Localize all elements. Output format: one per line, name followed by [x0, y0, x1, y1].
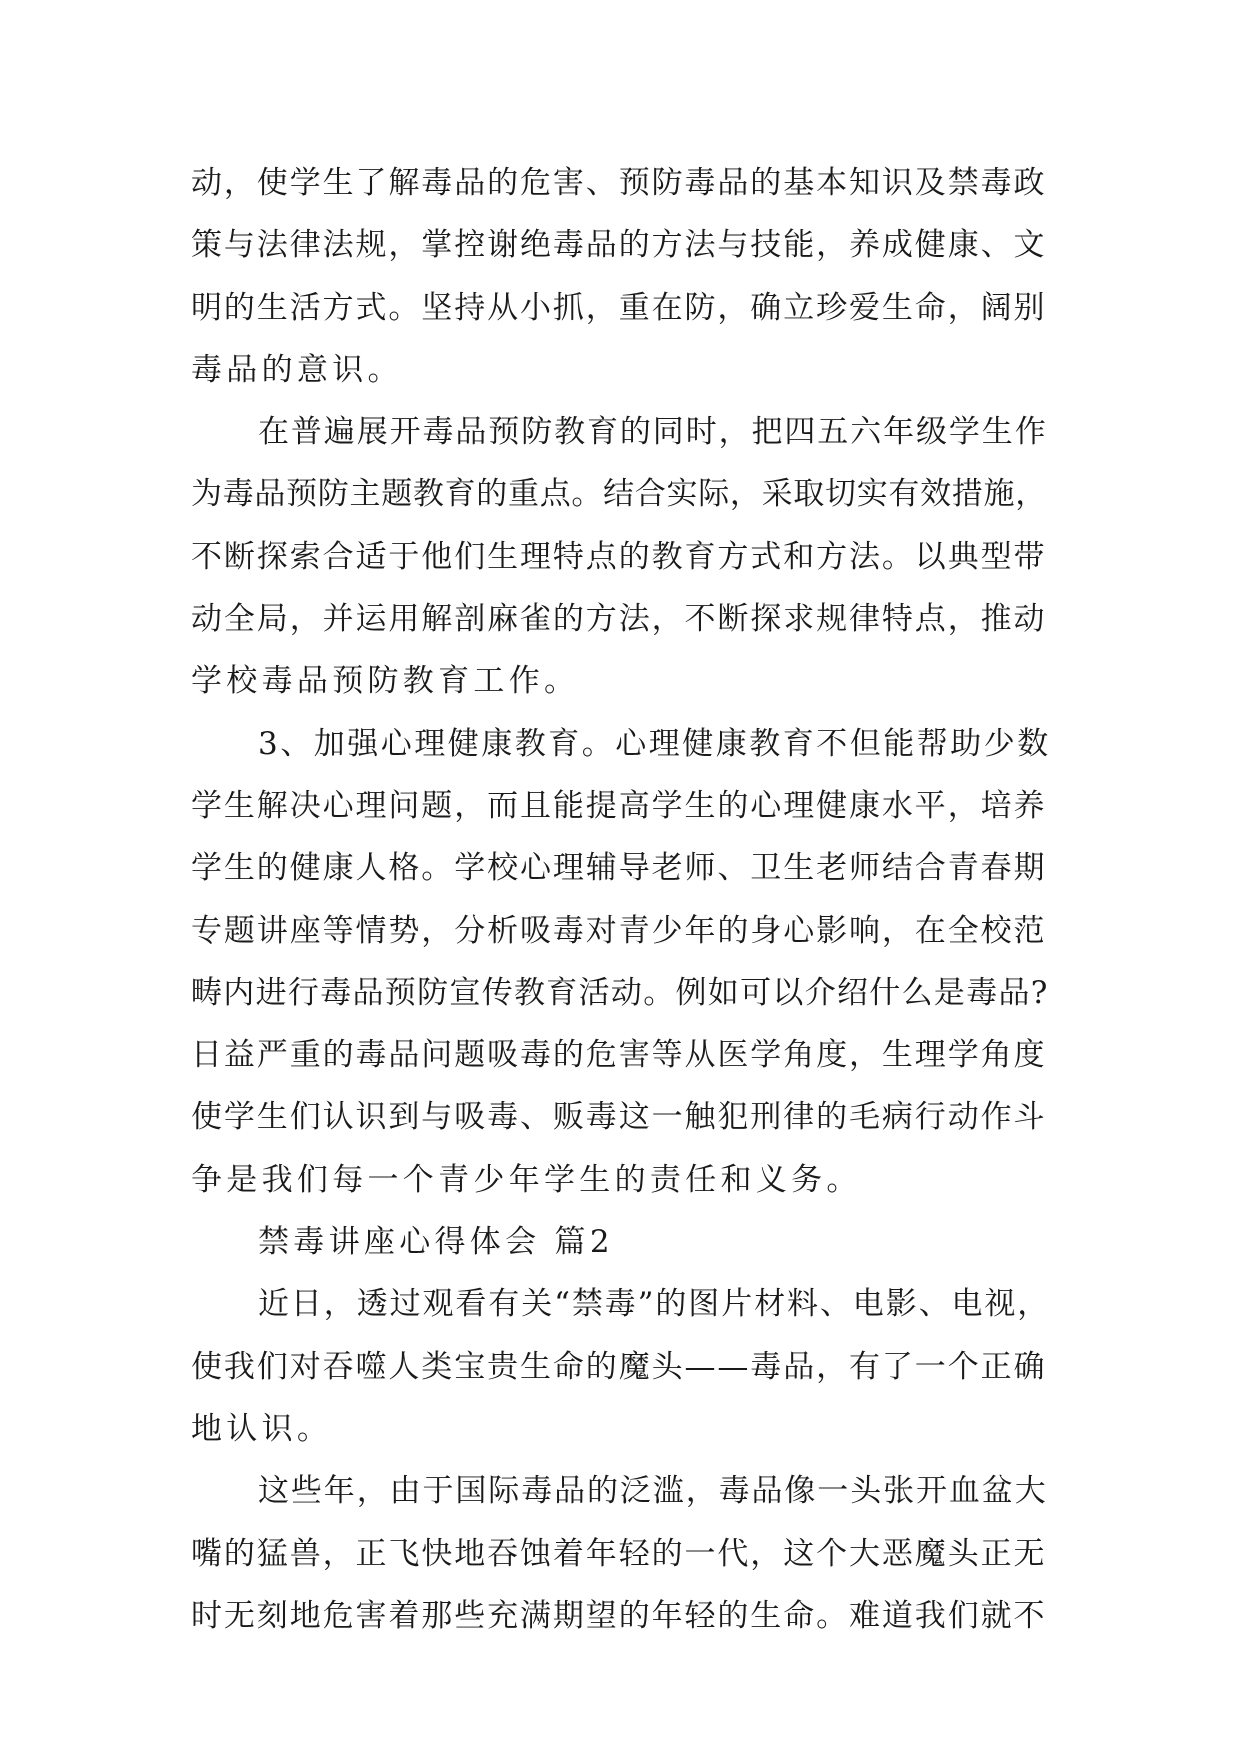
text-line: 使我们对吞噬人类宝贵生命的魔头——毒品，有了一个正确 [191, 1348, 1047, 1385]
text-line: 策与法律法规，掌控谢绝毒品的方法与技能，养成健康、文 [191, 227, 1047, 264]
text-line: 学校毒品预防教育工作。 [191, 663, 580, 700]
text-line: 3、加强心理健康教育。心理健康教育不但能帮助少数 [258, 725, 1051, 762]
text-line: 毒品的意识。 [191, 351, 403, 388]
text-line: 学生的健康人格。学校心理辅导老师、卫生老师结合青春期 [191, 850, 1047, 887]
text-line: 禁毒讲座心得体会 篇2 [258, 1224, 614, 1261]
text-line: 嘴的猛兽，正飞快地吞蚀着年轻的一代，这个大恶魔头正无 [191, 1535, 1047, 1572]
text-line: 不断探索合适于他们生理特点的教育方式和方法。以典型带 [191, 538, 1047, 575]
text-line: 明的生活方式。坚持从小抓，重在防，确立珍爱生命，阔别 [191, 289, 1047, 326]
text-line: 动，使学生了解毒品的危害、预防毒品的基本知识及禁毒政 [191, 165, 1047, 201]
text-line: 为毒品预防主题教育的重点。结合实际，采取切实有效措施， [191, 476, 1047, 513]
text-line: 近日，透过观看有关“禁毒”的图片材料、电影、电视， [258, 1286, 1051, 1323]
text-line: 争是我们每一个青少年学生的责任和义务。 [191, 1161, 862, 1198]
text-line: 地认识。 [191, 1410, 333, 1447]
text-line: 畴内进行毒品预防宣传教育活动。例如可以介绍什么是毒品? [191, 974, 1049, 1011]
text-line: 学生解决心理问题，而且能提高学生的心理健康水平，培养 [191, 787, 1047, 824]
text-line: 这些年，由于国际毒品的泛滥，毒品像一头张开血盆大 [258, 1473, 1048, 1510]
text-line: 日益严重的毒品问题吸毒的危害等从医学角度，生理学角度 [191, 1037, 1047, 1074]
text-line: 专题讲座等情势，分析吸毒对青少年的身心影响，在全校范 [191, 912, 1047, 949]
document-body [191, 152, 1051, 1647]
text-line: 在普遍展开毒品预防教育的同时，把四五六年级学生作 [258, 414, 1048, 451]
text-line: 时无刻地危害着那些充满期望的年轻的生命。难道我们就不 [191, 1597, 1047, 1634]
text-line: 使学生们认识到与吸毒、贩毒这一触犯刑律的毛病行动作斗 [191, 1099, 1047, 1136]
text-line: 动全局，并运用解剖麻雀的方法，不断探求规律特点，推动 [191, 601, 1047, 638]
